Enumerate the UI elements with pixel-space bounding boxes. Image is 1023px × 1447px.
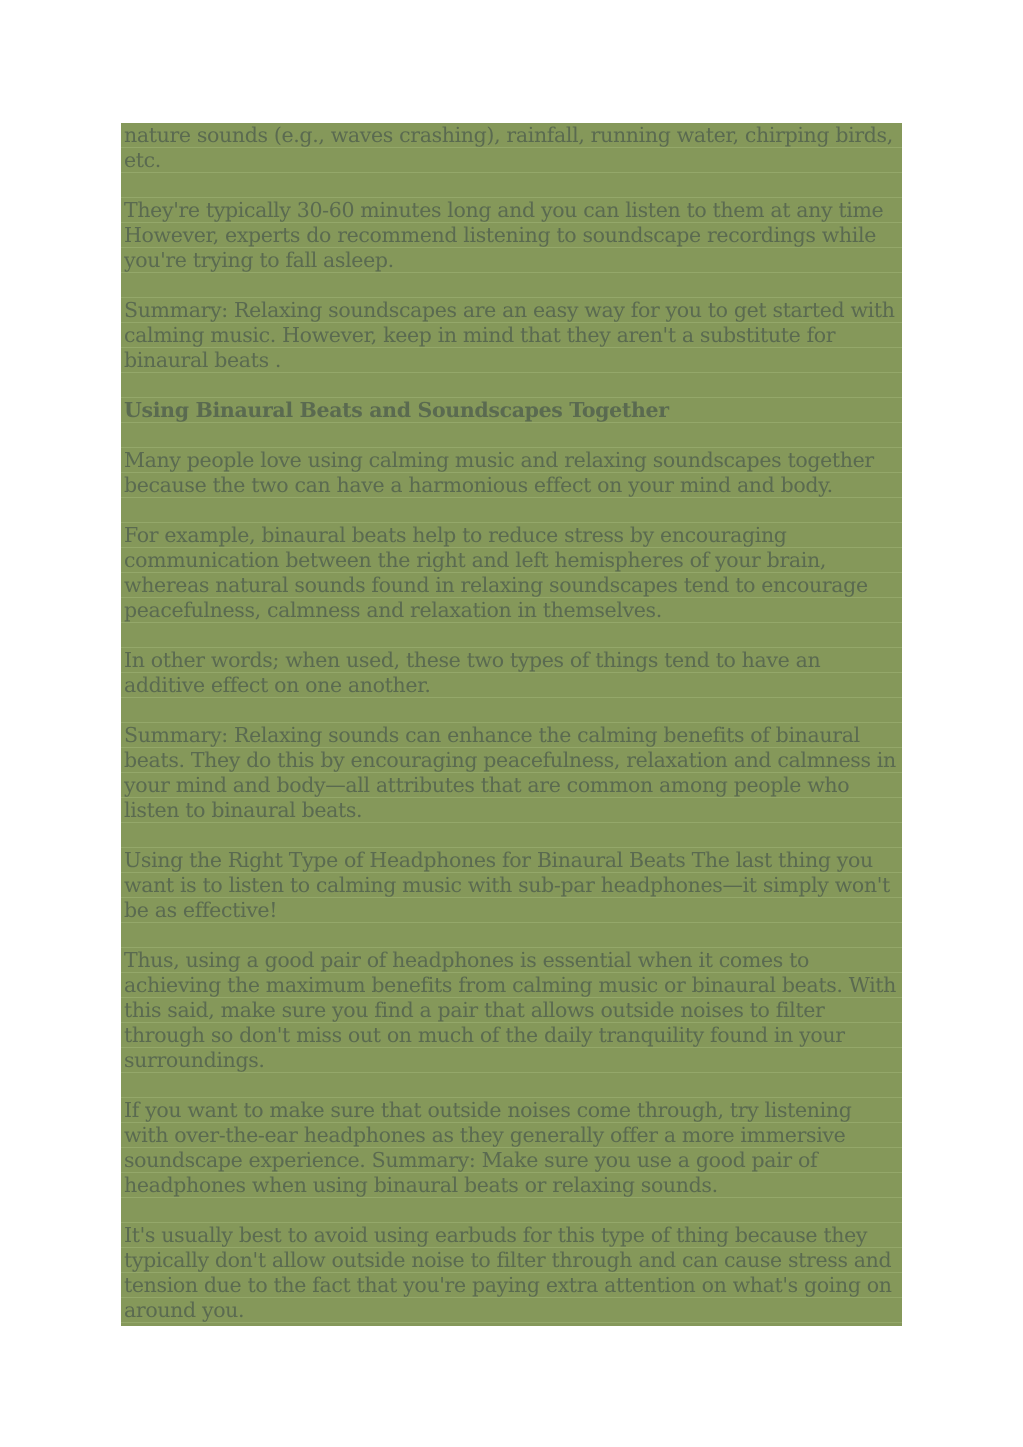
paragraph: In other words; when used, these two types of things tend to have an additive effect on one another. — [124, 648, 821, 697]
paragraph: nature sounds (e.g., waves crashing), rainfall, running water, chirping birds, etc. — [124, 123, 893, 172]
summary-paragraph: Summary: Relaxing sounds can enhance the calming benefits of binaural beats. They do this by encouraging peacefulness, relaxation and calmness in your mind and body—all attributes that are common among people who listen to binaural beats. — [124, 723, 896, 822]
paragraph: They're typically 30-60 minutes long and you can listen to them at any time However, experts do recommend listening to soundscape recordings while you're trying to fall asleep. — [124, 198, 884, 272]
paragraph: Many people love using calming music and relaxing soundscapes together because the two can have a harmonious effect on your mind and body. — [124, 448, 874, 497]
paragraph: Using the Right Type of Headphones for Binaural Beats The last thing you want is to listen to calming music with sub-par headphones—it simply won't be as effective! — [124, 848, 890, 922]
paragraph: It's usually best to avoid using earbuds for this type of thing because they typically don't allow outside noise to filter through and can cause stress and tension due to the fact that you're paying extra attention on what's going on around you. — [124, 1223, 892, 1322]
document-body — [124, 123, 898, 1348]
paragraph: If you want to make sure that outside noises come through, try listening with over-the-ear headphones as they generally offer a more immersive soundscape experience. Summary: Make sure you use a good pair of headphones when using binaural beats or relaxing sounds. — [124, 1098, 852, 1197]
document-page — [121, 123, 902, 1326]
section-heading: Using Binaural Beats and Soundscapes Together — [124, 398, 669, 422]
summary-paragraph: Summary: Relaxing soundscapes are an easy way for you to get started with calming music. However, keep in mind that they aren't a substitute for binaural beats . — [124, 298, 895, 372]
paragraph: For example, binaural beats help to reduce stress by encouraging communication between the right and left hemispheres of your brain, whereas natural sounds found in relaxing soundscapes tend to encourage peacefulness, calmness and relaxation in themselves. — [124, 523, 868, 622]
paragraph: Thus, using a good pair of headphones is essential when it comes to achieving the maximum benefits from calming music or binaural beats. With this said, make sure you find a pair that allows outside noises to filter through so don't miss out on much of the daily tranquility found in your surroundings. — [124, 948, 897, 1072]
